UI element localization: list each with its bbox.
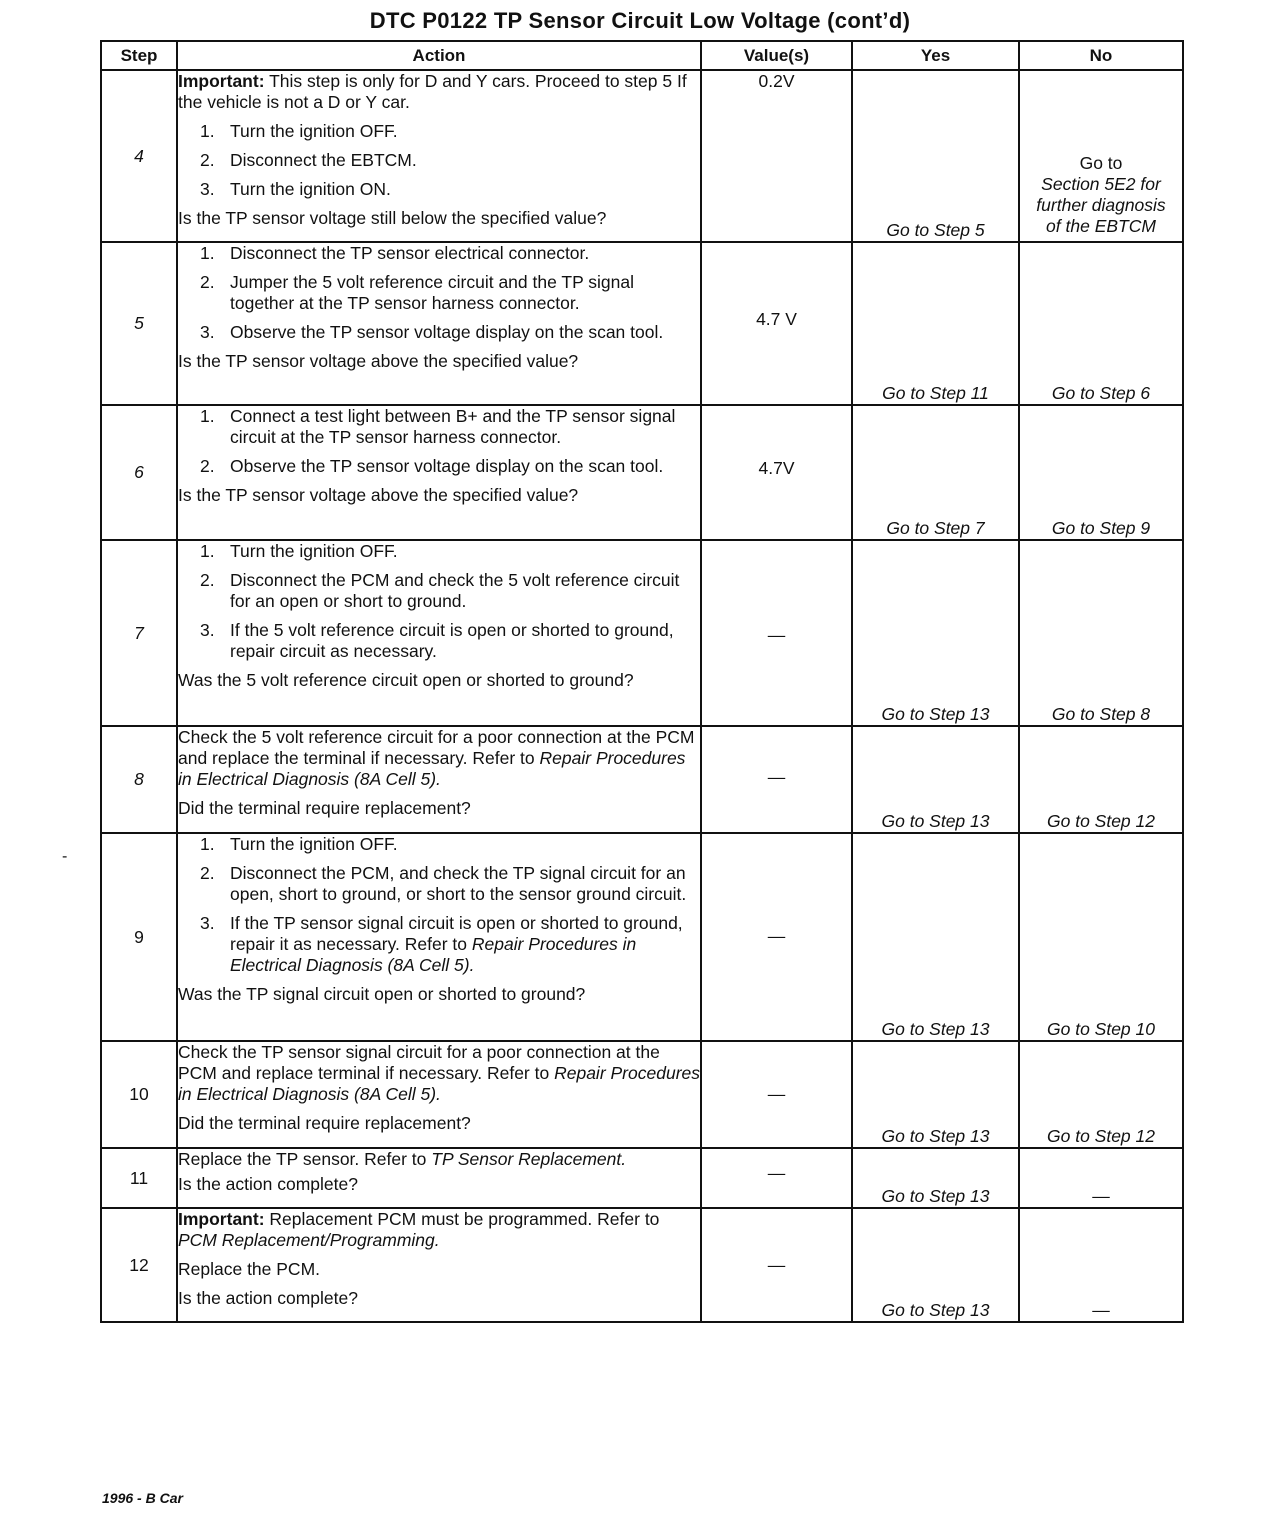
value-cell: — xyxy=(701,1041,852,1148)
table-row xyxy=(101,242,1183,405)
list-item: 1. Connect a test light between B+ and the TP sensor signal circuit at the TP sensor harness connector. xyxy=(200,406,676,447)
list-item: 2. Disconnect the PCM and check the 5 volt reference circuit for an open or short to ground. xyxy=(200,570,680,611)
no-cell: Go to Step 6 xyxy=(1019,242,1183,405)
column-header-yes: Yes xyxy=(852,41,1019,70)
list-item: 3. If the TP sensor signal circuit is open or shorted to ground, repair it as necessary. Refer to Repair Procedures in Electrical Diagnosis (8A Cell 5). xyxy=(200,913,683,975)
value-cell: — xyxy=(701,726,852,833)
action-cell xyxy=(177,726,701,833)
value-cell: 4.7V xyxy=(701,405,852,540)
list-item: 1. Turn the ignition OFF. xyxy=(200,834,398,854)
no-line: Go to xyxy=(1079,153,1123,173)
column-header-step: Step xyxy=(101,41,177,70)
no-cell: Go to Step 12 xyxy=(1019,1041,1183,1148)
action-cell xyxy=(177,242,701,405)
question-text: Did the terminal require replacement? xyxy=(178,798,471,818)
question-text: Did the terminal require replacement? xyxy=(178,1113,471,1133)
no-cell: Go to Step 12 xyxy=(1019,726,1183,833)
step-number: 9 xyxy=(101,833,177,1041)
no-cell: Go to Step 9 xyxy=(1019,405,1183,540)
action-steps xyxy=(178,406,700,477)
page-footer: 1996 - B Car xyxy=(102,1490,183,1506)
list-item: 3. If the 5 volt reference circuit is open or shorted to ground, repair circuit as necessary. xyxy=(200,620,674,661)
action-cell xyxy=(177,1148,701,1208)
list-item: 2. Disconnect the PCM, and check the TP signal circuit for an open, short to ground, or short to the sensor ground circuit. xyxy=(200,863,687,904)
diagnostic-table xyxy=(100,40,1184,1323)
question-text: Was the 5 volt reference circuit open or shorted to ground? xyxy=(178,670,634,690)
yes-cell: Go to Step 13 xyxy=(852,1208,1019,1322)
action-text: Replace the TP sensor. Refer to TP Sensor Replacement. xyxy=(178,1149,627,1169)
important-label: Important: xyxy=(178,71,265,91)
action-steps xyxy=(178,121,700,200)
yes-cell: Go to Step 13 xyxy=(852,1041,1019,1148)
action-steps xyxy=(178,541,700,662)
column-header-action: Action xyxy=(177,41,701,70)
question-text: Is the TP sensor voltage above the specified value? xyxy=(178,351,579,371)
list-item: 2. Disconnect the EBTCM. xyxy=(200,150,417,170)
value-cell: — xyxy=(701,833,852,1041)
step-number: 10 xyxy=(101,1041,177,1148)
yes-cell: Go to Step 7 xyxy=(852,405,1019,540)
margin-mark: - xyxy=(62,848,68,865)
question-text: Is the action complete? xyxy=(178,1288,358,1308)
no-line: of the EBTCM xyxy=(1046,216,1156,236)
yes-cell: Go to Step 11 xyxy=(852,242,1019,405)
list-item: 1. Turn the ignition OFF. xyxy=(200,541,398,561)
yes-cell: Go to Step 13 xyxy=(852,726,1019,833)
step-number: 11 xyxy=(101,1148,177,1208)
action-text: Replace the PCM. xyxy=(178,1259,321,1279)
step-number: 7 xyxy=(101,540,177,726)
value-cell: 0.2V xyxy=(701,70,852,242)
question-text: Is the TP sensor voltage above the specified value? xyxy=(178,485,579,505)
table-row xyxy=(101,405,1183,540)
no-cell xyxy=(1019,70,1183,242)
list-item: 1. Turn the ignition OFF. xyxy=(200,121,398,141)
question-text: Is the TP sensor voltage still below the specified value? xyxy=(178,208,607,228)
list-item: 3. Turn the ignition ON. xyxy=(200,179,391,199)
no-cell: Go to Step 10 xyxy=(1019,833,1183,1041)
no-line: Section 5E2 for xyxy=(1041,174,1161,194)
table-row xyxy=(101,833,1183,1041)
yes-cell: Go to Step 13 xyxy=(852,833,1019,1041)
action-steps xyxy=(178,834,700,976)
action-cell xyxy=(177,1041,701,1148)
value-cell: — xyxy=(701,1208,852,1322)
step-number: 4 xyxy=(101,70,177,242)
question-text: Was the TP signal circuit open or shorted to ground? xyxy=(178,984,586,1004)
table-row xyxy=(101,1041,1183,1148)
action-steps xyxy=(178,243,700,343)
action-text: Check the 5 volt reference circuit for a poor connection at the PCM and replace the terminal if necessary. Refer to Repair Procedures in Electrical Diagnosis (8A Cell 5). xyxy=(178,727,695,789)
table-row xyxy=(101,540,1183,726)
no-cell: — xyxy=(1019,1148,1183,1208)
column-header-values: Value(s) xyxy=(701,41,852,70)
column-header-no: No xyxy=(1019,41,1183,70)
value-cell: — xyxy=(701,540,852,726)
table-row xyxy=(101,726,1183,833)
step-number: 12 xyxy=(101,1208,177,1322)
table-row xyxy=(101,1208,1183,1322)
action-cell xyxy=(177,833,701,1041)
no-line: further diagnosis xyxy=(1036,195,1166,215)
yes-cell: Go to Step 13 xyxy=(852,540,1019,726)
list-item: 2. Jumper the 5 volt reference circuit and the TP signal together at the TP sensor harness connector. xyxy=(200,272,635,313)
yes-cell: Go to Step 13 xyxy=(852,1148,1019,1208)
step-number: 8 xyxy=(101,726,177,833)
yes-cell: Go to Step 5 xyxy=(852,70,1019,242)
no-cell: Go to Step 8 xyxy=(1019,540,1183,726)
table-row xyxy=(101,70,1183,242)
action-cell xyxy=(177,1208,701,1322)
list-item: 3. Observe the TP sensor voltage display on the scan tool. xyxy=(200,322,664,342)
list-item: 1. Disconnect the TP sensor electrical connector. xyxy=(200,243,590,263)
value-cell: — xyxy=(701,1148,852,1208)
important-note xyxy=(178,71,700,113)
step-number: 5 xyxy=(101,242,177,405)
step-number: 6 xyxy=(101,405,177,540)
table-row xyxy=(101,1148,1183,1208)
important-note: Important: Replacement PCM must be programmed. Refer to PCM Replacement/Programming. xyxy=(178,1209,660,1250)
list-item: 2. Observe the TP sensor voltage display on the scan tool. xyxy=(200,456,664,476)
action-cell xyxy=(177,405,701,540)
no-cell: — xyxy=(1019,1208,1183,1322)
value-cell: 4.7 V xyxy=(701,242,852,405)
question-text: Is the action complete? xyxy=(178,1174,358,1194)
page-title: DTC P0122 TP Sensor Circuit Low Voltage (cont’d) xyxy=(369,8,911,33)
action-cell xyxy=(177,70,701,242)
important-text: This step is only for D and Y cars. Proceed to step 5 If the vehicle is not a D or Y car. xyxy=(178,71,687,112)
action-cell xyxy=(177,540,701,726)
important-label: Important: xyxy=(178,1209,265,1229)
table-header-row xyxy=(101,41,1183,70)
action-text: Check the TP sensor signal circuit for a poor connection at the PCM and replace terminal if necessary. Refer to Repair Procedures in Electrical Diagnosis (8A Cell 5). xyxy=(178,1042,700,1104)
